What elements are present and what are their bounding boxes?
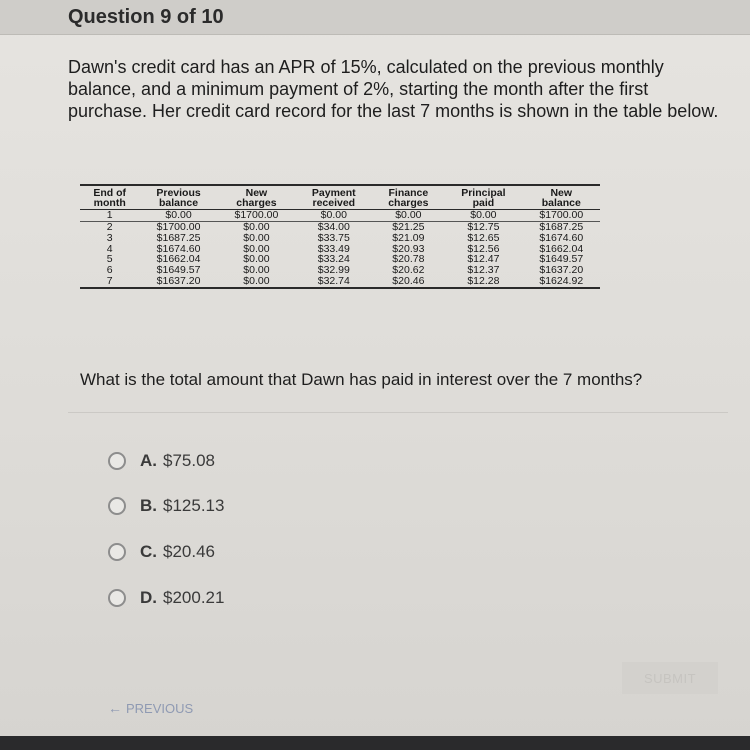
answer-option-a[interactable] (108, 448, 215, 474)
answer-option-d[interactable] (108, 585, 224, 611)
table-cell: $12.47 (467, 253, 500, 266)
table-cell: $1637.20 (539, 264, 584, 277)
answer-option-c[interactable] (108, 539, 215, 565)
table-row (80, 276, 600, 288)
table-cell: $1649.57 (156, 264, 201, 277)
table-cell: $0.00 (243, 242, 270, 255)
table-cell: $0.00 (139, 210, 217, 222)
table-cell: $21.25 (392, 220, 425, 233)
table-cell: $1649.57 (539, 253, 584, 266)
table-cell: $1662.04 (539, 242, 584, 255)
table-cell: 2 (106, 220, 113, 233)
table-cell: $0.00 (243, 264, 270, 277)
divider (68, 412, 728, 413)
previous-button[interactable] (108, 700, 193, 716)
table-cell: $1674.60 (539, 231, 584, 244)
question-header (0, 0, 750, 35)
table-cell: 3 (106, 231, 113, 244)
option-value: $125.13 (163, 496, 225, 515)
radio-button-icon[interactable] (108, 497, 126, 515)
table-row (80, 221, 600, 232)
table-cell: $1700.00 (523, 210, 600, 222)
previous-label: PREVIOUS (126, 700, 194, 716)
option-letter: D. (140, 588, 157, 607)
column-header: Payment received (295, 185, 372, 210)
option-value: $20.46 (163, 542, 215, 561)
table-cell: $20.93 (392, 242, 425, 255)
record-table (80, 184, 600, 289)
table-cell: $1662.04 (156, 253, 201, 266)
table-cell: 4 (106, 242, 113, 255)
column-header: New charges (218, 185, 295, 210)
answer-option-b[interactable] (108, 493, 224, 519)
arrow-left-icon: ← (108, 700, 122, 716)
table-cell: 6 (106, 264, 113, 277)
column-header: Principal paid (444, 185, 522, 210)
table-cell: $0.00 (218, 276, 295, 288)
table-cell: $1637.20 (139, 276, 217, 288)
table-cell: $33.49 (317, 242, 350, 255)
table-cell: $1687.25 (156, 231, 201, 244)
table-cell: $1700.00 (218, 210, 295, 222)
table-header-row (80, 185, 600, 210)
column-header: Previous balance (139, 185, 217, 210)
table-cell: $33.75 (317, 231, 350, 244)
table-cell: $0.00 (243, 253, 270, 266)
table-row (80, 233, 600, 244)
table-cell: $20.78 (392, 253, 425, 266)
table-row (80, 210, 600, 222)
table-cell: $1687.25 (539, 220, 584, 233)
radio-button-icon[interactable] (108, 452, 126, 470)
table-cell: $0.00 (243, 220, 270, 233)
table-cell: $1674.60 (156, 242, 201, 255)
column-header: New balance (523, 185, 600, 210)
table-cell: $1624.92 (523, 276, 600, 288)
column-header: Finance charges (373, 185, 445, 210)
question-counter: Question 9 of 10 (68, 6, 224, 28)
table-cell: $32.99 (317, 264, 350, 277)
table-cell: 7 (80, 276, 139, 288)
table-cell: $0.00 (373, 210, 445, 222)
table-cell: $1700.00 (156, 220, 201, 233)
table-cell: $12.37 (467, 264, 500, 277)
table-cell: $12.65 (467, 231, 500, 244)
column-header: End of month (80, 185, 139, 210)
radio-button-icon[interactable] (108, 589, 126, 607)
question-prompt: What is the total amount that Dawn has paid in interest over the 7 months? (80, 370, 643, 389)
option-letter: A. (140, 451, 157, 470)
table-cell: $33.24 (317, 253, 350, 266)
table-cell: $12.56 (467, 242, 500, 255)
table-cell: $20.46 (373, 276, 445, 288)
table-cell: $12.28 (444, 276, 522, 288)
table-cell: 5 (106, 253, 113, 266)
table-cell: $34.00 (317, 220, 350, 233)
table-cell: $0.00 (444, 210, 522, 222)
option-letter: C. (140, 542, 157, 561)
table-cell: $12.75 (467, 220, 500, 233)
radio-button-icon[interactable] (108, 543, 126, 561)
table-cell: $21.09 (392, 231, 425, 244)
screen-bottom-bezel (0, 736, 750, 750)
table-cell: 1 (80, 210, 139, 222)
table-cell: $0.00 (243, 231, 270, 244)
option-letter: B. (140, 496, 157, 515)
question-text: Dawn's credit card has an APR of 15%, calculated on the previous monthly balance, and a minimum payment of 2%, starting the month after the first purchase. Her credit card record for the last 7 months is shown in the table below. (68, 57, 719, 121)
option-value: $200.21 (163, 588, 225, 607)
table-cell: $0.00 (295, 210, 372, 222)
table-cell: $32.74 (295, 276, 372, 288)
credit-card-record-table (80, 184, 600, 289)
table-cell: $20.62 (392, 264, 425, 277)
submit-button[interactable]: SUBMIT (622, 662, 718, 694)
option-value: $75.08 (163, 451, 215, 470)
